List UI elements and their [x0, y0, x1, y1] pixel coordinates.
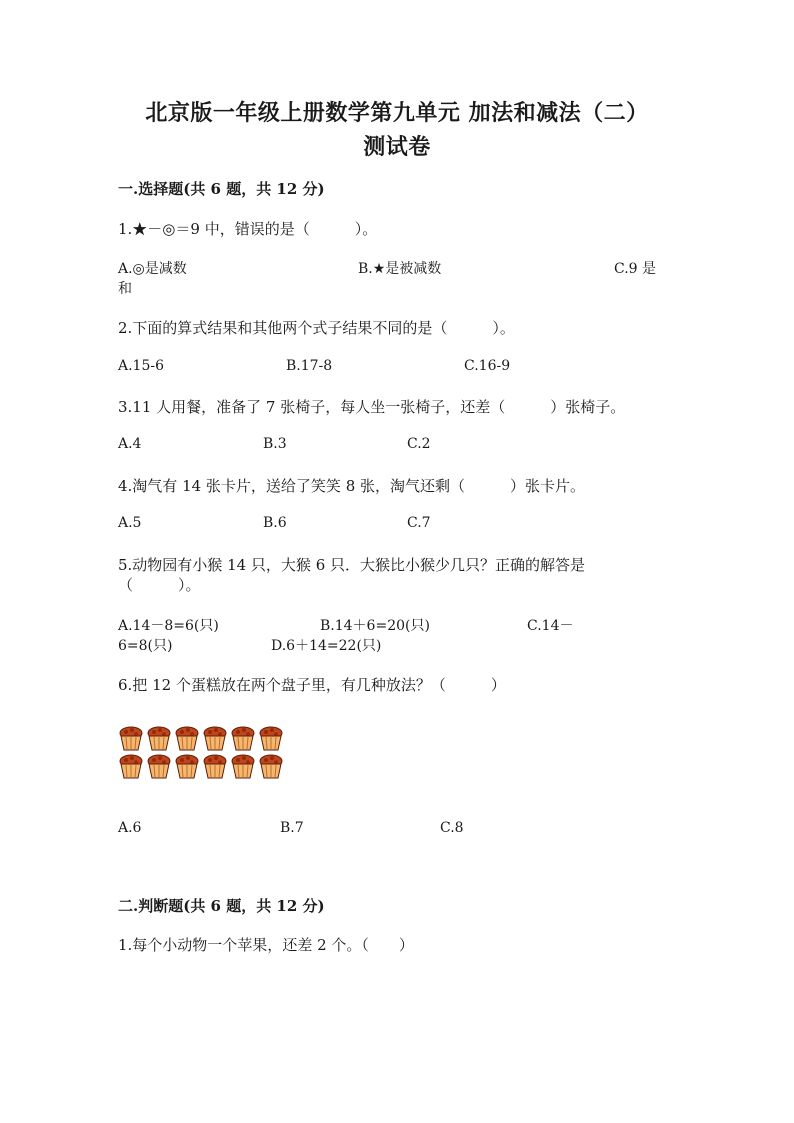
- q6-option-c: C.8: [440, 820, 464, 836]
- question-6: 6.把 12 个蛋糕放在两个盘子里，有几种放法？（ ）: [118, 676, 506, 694]
- cupcake-icon: [204, 755, 226, 778]
- q3-option-b: B.3: [263, 436, 287, 452]
- q6-option-a: A.6: [118, 820, 142, 836]
- cupcake-icon: [260, 727, 282, 750]
- cupcake-icon: [232, 755, 254, 778]
- question-5: 5.动物园有小猴 14 只，大猴 6 只．大猴比小猴少几只？正确的解答是: [118, 556, 586, 574]
- q4-option-b: B.6: [263, 515, 287, 531]
- q5-option-c: C.14－: [527, 618, 574, 634]
- page-title: 北京版一年级上册数学第九单元 加法和减法（二）: [145, 100, 649, 126]
- q1-option-c: C.9 是: [614, 261, 657, 277]
- cupcake-icon: [232, 727, 254, 750]
- cupcake-icon: [204, 727, 226, 750]
- q1-option-a: A.◎是减数: [118, 261, 187, 277]
- q5-option-b: B.14＋6=20(只): [320, 618, 430, 634]
- question-3: 3.11 人用餐，准备了 7 张椅子，每人坐一张椅子，还差（ ）张椅子。: [118, 398, 626, 416]
- q6-option-b: B.7: [280, 820, 304, 836]
- question-2: 2.下面的算式结果和其他两个式子结果不同的是（ ）。: [118, 319, 515, 337]
- cupcakes-illustration: [118, 726, 298, 782]
- cupcake-icon: [120, 755, 142, 778]
- q2-option-c: C.16-9: [464, 358, 511, 374]
- q5-option-c-cont: 6=8(只): [118, 638, 173, 654]
- question-1: 1.★－◎＝9 中，错误的是（ ）。: [118, 220, 378, 238]
- q3-option-c: C.2: [407, 436, 431, 452]
- q4-option-a: A.5: [118, 515, 142, 531]
- q5-option-d: D.6＋14=22(只): [271, 638, 382, 654]
- cupcake-icon: [176, 727, 198, 750]
- question-4: 4.淘气有 14 张卡片，送给了笑笑 8 张，淘气还剩（ ）张卡片。: [118, 477, 586, 495]
- q3-option-a: A.4: [118, 436, 142, 452]
- page-title-line2: 测试卷: [363, 134, 431, 160]
- cupcake-icon: [260, 755, 282, 778]
- q2-option-b: B.17-8: [286, 358, 333, 374]
- q4-option-c: C.7: [407, 515, 431, 531]
- q2-option-a: A.15-6: [118, 358, 165, 374]
- judgement-question-1: 1.每个小动物一个苹果，还差 2 个。（ ）: [118, 936, 414, 954]
- section-heading-judgement: 二.判断题(共 6 题，共 12 分): [118, 897, 325, 915]
- cupcake-icon: [148, 727, 170, 750]
- q1-option-b: B.★是被减数: [358, 261, 442, 277]
- cupcake-icon: [120, 727, 142, 750]
- question-5-cont: （ ）。: [118, 576, 201, 594]
- section-heading-choice: 一.选择题(共 6 题，共 12 分): [118, 180, 325, 198]
- cupcake-icon: [148, 755, 170, 778]
- cupcake-icon: [176, 755, 198, 778]
- q1-option-c-cont: 和: [118, 281, 132, 297]
- q5-option-a: A.14－8=6(只): [118, 618, 219, 634]
